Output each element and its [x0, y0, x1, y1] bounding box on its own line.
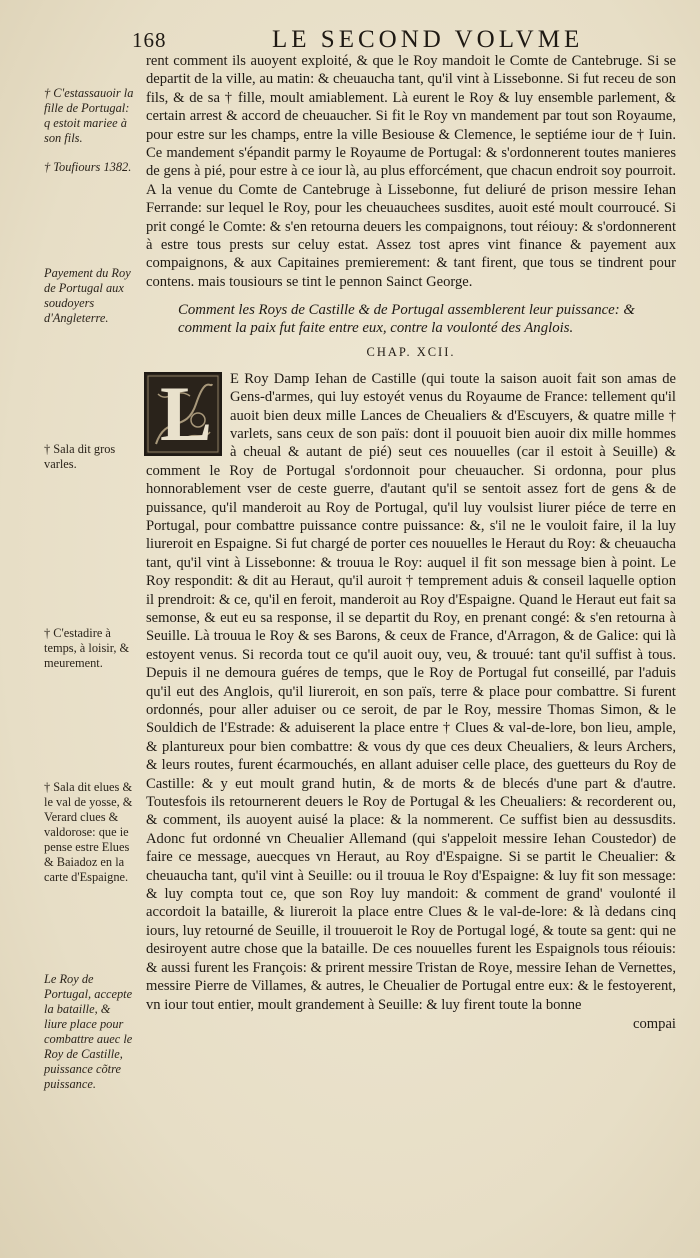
chapter-heading: Comment les Roys de Castille & de Portugal assemblerent leur puissance: & comment la paix fut faite entre eux, contre la voulonté des Anglois.	[178, 302, 635, 337]
initial-letter: L	[160, 369, 213, 457]
margin-note: Le Roy de Portugal, accepte la bataille, & liure place pour combattre auec le Roy de Castille, puissance cõtre puissance.	[44, 972, 133, 1091]
paragraph: rent comment ils auoyent exploité, & que le Roy mandoit le Comte de Cantebruge. Si se departit de la ville, au matin: & cheuaucha tant, qu'il vint à Lissebonne. Si fut receu de son fils, & de sa † fille, moult amiablement. Là eurent le Roy & luy ensemble parlement, & certain arrest & accord de cheuaucher. Si fit le Roy vn mandement par tout son Royaume, pour estre sur les champs, entre la ville Besiouse & Clemence, le septiéme iour de † Iuin. Ce mandement s'épandit parmy le Royaume de Portugal: & s'ordonnerent toutes manieres de gens à pié, pour estre à ce iour là, au plus efforcément, que chacun endroit soy pourroit. A la venue du Comte de Cantebruge à Lissebonne, fut deliuré de prison messire Iehan Ferrande: sur lequel le Roy, pour les cheuauchees susdites, auoit esté moult courroucé. Si prit congé le Comte: & s'en retourna deuers les compaignons, tout réiouy: & s'ordonnerent à estre tous prests sur celuy estat. Assez tost apres vint finance & payement aux compaignons, & aux Capitaines premierement: & tant firent, que tous se tindrent pour contens. mais tousiours se tint le pennon Sainct George.	[146, 53, 676, 290]
catchword: compai	[633, 1015, 676, 1032]
decorated-initial	[144, 369, 222, 457]
chapter-number: CHAP. XCII.	[366, 345, 456, 360]
margin-note: † Sala dit gros varles.	[44, 442, 116, 471]
margin-note: † Toufiours 1382.	[44, 160, 132, 174]
paragraph: E Roy Damp Iehan de Castille (qui toute la saison auoit fait son amas de Gens-d'armes, qui luy estoyét venus du Royaume de France: tellement qu'il auoit bien deux mille Lances de Cheualiers & d'Escuyers, & quatre mille † varlets, sans ceux de son païs: dont il pouuoit bien auoir dix mille hommes à cheual & autant de pié) seut ces nouuelles (car il estoit à Seuille) & comment le Roy de Portugal s'ordonnoit pour cheuaucher. Si ordonna, pour plus honnorablement vser de ceste guerre, d'autant qu'il se sentoit assez fort de gens & de puissance, qu'il manderoit au Roy de Portugal, qu'il luy voulsist liurer piéce de terre en Portugal, pour combattre puissance contre puissance: &, s'il ne le vouloit faire, il la luy liureroit en Espaigne. Si fut chargé de porter ces nouuelles le Heraut du Roy: & cheuaucha tant, qu'il vint à Lissebonne: & trouua le Roy: auquel il fit son message bien à point. Le Roy respondit: & dit au Heraut, qu'il auroit † temprement aduis & conseil laquelle option il prendroit: & ce, qu'il en feroit, manderoit au Roy d'Espaigne. Quand le Heraut eut fait sa semonse, & eut eu sa response, il se departit du Roy, en prenant congé: & s'en retourna à Seuille. Là trouua le Roy & ses Barons, & ceux de France, d'Arragon, & de Galice: qui là estoyent venus. Si recorda tout ce qu'il auoit ouy, veu, & trouué: tant qu'il suffist à tous. Depuis il ne demoura guéres de temps, que le Roy de Portugal fut conseillé, par l'aduis qu'il eut des Anglois, qu'il liureroit, en son païs, terre & place pour combattre. Si furent ordonnés, pour aller aduiser ou ce seroit, de par le Roy, messire Thomas Simon, & le Souldich de l'Estrade: & aduiserent la place entre † Clues & val-de-lore, bon lieu, ample, & plantureux pour bien combattre: & vous dy que ces deux Cheualiers, & leurs Archers, & leurs routes, furent écarmouchés, en allant aduiser celle place, des guetteurs du Roy de Castille: & y eut moult grand hutin, & de morts & de blecés d'une part & d'autre. Toutesfois ils retournerent deuers le Roy de Portugal & les Cheualiers: & recorderent ou, & comment, ils auoyent auisé la place: & la nommerent. Ce suffist bien au dessusdits. Adonc fut ordonné vn Cheualier Allemand (qui s'appeloit messire Iehan Coustedor) de faire ce message, auecques vn Heraut, au Roy d'Espaigne. Si se partit le Cheualier: & cheuaucha tant, qu'il vint à Seuille: ou il trouua le Roy d'Espaigne: & luy fit son message: & luy compta tout ce, que son Roy luy mandoit: & comment de grand' voulonté il accordoit la bataille, & liureroit la place entre Clues & le val-de-lore: & là dedans cinq iours, luy retourné de Seuille, il trouueroit le Roy de Portugal logé, & toute sa gent: qui ne desiroyent autre chose que la bataille. De ces nouuelles furent les Espaignols tous réiouis: & aussi furent les François: & prirent messire Tristan de Roye, messire Iehan de Vernettes, messire Pierre de Villames, & autres, le Cheualier de Portugal entre eux: & le festoyerent, vn iour tout entier, moult grandement à Seuille: & luy firent toute la bonne	[146, 370, 676, 1013]
margin-note: † C'estassauoir la fille de Portugal: q estoit mariee à son fils.	[44, 86, 134, 145]
margin-note: † Sala dit elues & le val de yosse, & Verard clues & valdorose: que ie pense estre Elues & Baiadoz en la carte d'Espaigne.	[44, 780, 133, 884]
margin-note: Payement du Roy de Portugal aux soudoyers d'Angleterre.	[44, 266, 131, 325]
running-title: LE SECOND VOLVME	[272, 26, 584, 53]
folio-number: 168	[132, 28, 167, 52]
margin-note: † C'estadire à temps, à loisir, & meurement.	[44, 626, 130, 670]
main-text-column	[146, 52, 676, 1033]
